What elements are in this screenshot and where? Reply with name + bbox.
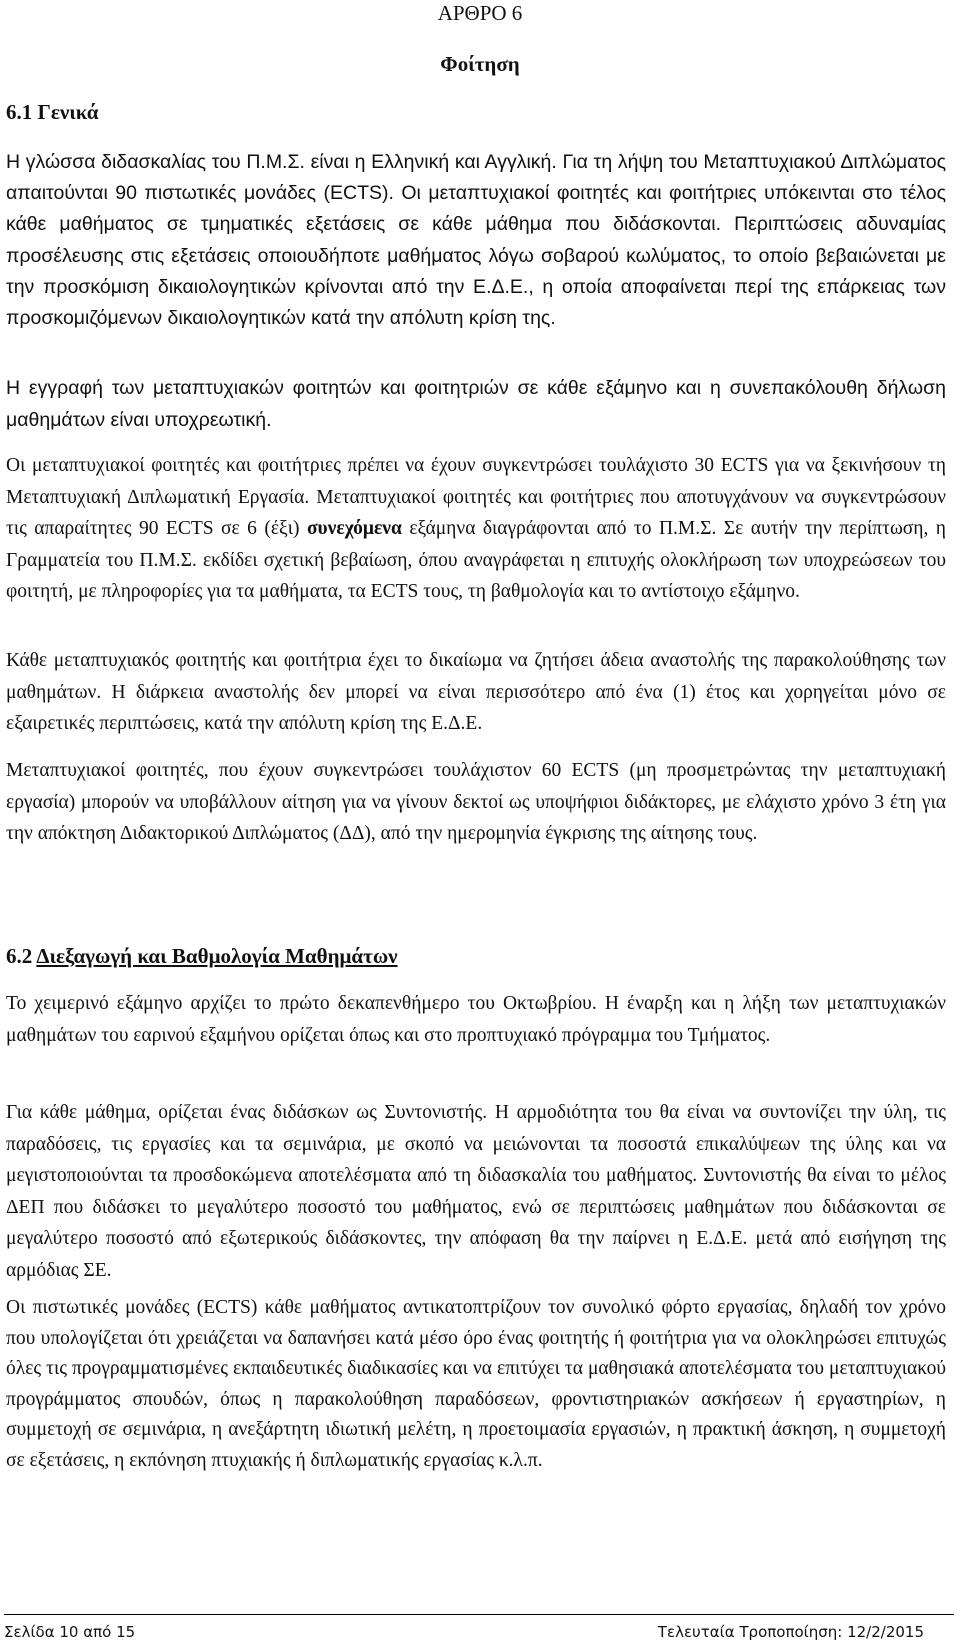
emphasis-consecutive: συνεχόμενα [306,518,402,539]
paragraph-coordinator: Για κάθε μάθημα, ορίζεται ένας διδάσκων ως Συντονιστής. Η αρμοδιότητα του θα είναι να συντονίζει την ύλη, τις παραδόσεις, τις εργασίες και τα σεμινάρια, με σκοπό να μειώνονται τα ποσοστά επικαλύψεων της ύλης και να μεγιστοποιούνται τα προσδοκώμενα αποτελέσματα από τη διδασκαλία του μαθήματος. Συντονιστής θα είναι το μέλος ΔΕΠ που διδάσκει το μεγαλύτερο ποσοστό του μαθήματος, ενώ σε περιπτώσεις μαθημάτων που διδάσκονται σε μεγαλύτερο ποσοστό από εξωτερικούς διδάσκοντες, την απόφαση θα την παίρνει η Ε.Δ.Ε. μετά από εισήγηση της αρμόδιας ΣΕ. [6,1102,946,1281]
paragraph-ects-thesis [6,450,946,608]
paragraph-semester-start: Το χειμερινό εξάμηνο αρχίζει το πρώτο δεκαπενθήμερο του Οκτωβρίου. Η έναρξη και η λήξη των μεταπτυχιακών μαθημάτων του εαρινού εξαμήνου ορίζεται όπως και στο προπτυχιακό πρόγραμμα του Τμήματος. [6,993,946,1046]
article-subtitle: Φοίτηση [440,52,520,76]
paragraph-registration: Η εγγραφή των μεταπτυχιακών φοιτητών και φοιτητριών σε κάθε εξάμηνο και η συνεπακόλουθη δήλωση μαθημάτων είναι υποχρεωτική. [6,377,946,431]
paragraph-language-exams: Η γλώσσα διδασκαλίας του Π.Μ.Σ. είναι η Ελληνική και Αγγλική. Για τη λήψη του Μεταπτυχιακού Διπλώματος απαιτούνται 90 πιστωτικές μονάδες (ECTS). Οι μεταπτυχιακοί φοιτητές και φοιτήτριες υπόκεινται στο τέλος κάθε μαθήματος σε τμηματικές εξετάσεις σε κάθε μάθημα που διδάσκονται. Περιπτώσεις αδυναμίας προσέλευσης στις εξετάσεις οποιουδήποτε μαθήματος λόγω σοβαρού κωλύματος, το οποίο βεβαιώνεται με την προσκόμιση δικαιολογητικών κρίνονται από την Ε.Δ.Ε., η οποία αποφαίνεται περί της επάρκειας των προσκομιζόμενων δικαιολογητικών κατά την απόλυτη κρίση της. [6,151,946,330]
footer-divider [4,1614,954,1615]
paragraph-ects-workload: Οι πιστωτικές μονάδες (ECTS) κάθε μαθήματος αντικατοπτρίζουν τον συνολικό φόρτο εργασίας, δηλαδή τον χρόνο που υπολογίζεται ότι χρειάζεται να δαπανήσει κατά μέσο όρο ένας φοιτητής ή φοιτήτρια για να ολοκληρώσει επιτυχώς όλες τις προγραμματισμένες εκπαιδευτικές διαδικασίες και να επιτύχει τα μαθησιακά αποτελέσματα του μεταπτυχιακού προγράμματος σπουδών, όπως η παρακολούθηση παραδόσεων, φροντιστηριακών ασκήσεων ή εργαστηρίων, η συμμετοχή σε σεμινάρια, η ανεξάρτητη ιδιωτική μελέτη, η προετοιμασία εργασιών, η πρακτική άσκηση, η συμμετοχή σε εξετάσεις, η εκπόνηση πτυχιακής ή διπλωματικής εργασίας κ.λ.π. [6,1297,946,1471]
section-title: Διεξαγωγή και Βαθμολογία Μαθημάτων [36,944,398,968]
section-number: 6.2 [6,944,33,968]
section-heading-general: 6.1 Γενικά [6,100,99,124]
paragraph-ects-thesis-part1: Οι μεταπτυχιακοί φοιτητές και φοιτήτριες πρέπει να έχουν συγκεντρώσει τουλάχιστο 30 ECTS για να ξεκινήσουν τη Μεταπτυχιακή Διπλωματική Εργασία. Μεταπτυχιακοί φοιτητές και φοιτήτριες που αποτυγχάνουν να συγκεντρώσουν τις απαραίτητες 90 ECTS σε 6 (έξι) [6,455,946,539]
paragraph-suspension: Κάθε μεταπτυχιακός φοιτητής και φοιτήτρια έχει το δικαίωμα να ζητήσει άδεια αναστολής της παρακολούθησης των μαθημάτων. Η διάρκεια αναστολής δεν μπορεί να είναι περισσότερο από ένα (1) έτος και χορηγείται μόνο σε εξαιρετικές περιπτώσεις, κατά την απόλυτη κρίση της Ε.Δ.Ε. [6,650,946,734]
article-heading: ΑΡΘΡΟ 6 [437,1,523,25]
footer-page-number: Σελίδα 10 από 15 [4,1623,136,1641]
paragraph-ects-thesis-part2: εξάμηνα διαγράφονται από το Π.Μ.Σ. Σε αυτήν την περίπτωση, η Γραμματεία του Π.Μ.Σ. εκδίδει σχετική βεβαίωση, όπου αναγράφεται η επιτυχής ολοκλήρωση των υποχρεώσεων του φοιτητή, με πληροφορίες για τα μαθήματα, τα ECTS τους, τη βαθμολογία και το αντίστοιχο εξάμηνο. [6,518,947,602]
section-heading-conduct-grading [6,942,398,970]
footer-last-modified: Τελευταία Τροποποίηση: 12/2/2015 [657,1623,924,1641]
paragraph-phd-candidacy: Μεταπτυχιακοί φοιτητές, που έχουν συγκεντρώσει τουλάχιστον 60 ECTS (μη προσμετρώντας την μεταπτυχιακή εργασία) μπορούν να υποβάλλουν αίτηση για να γίνουν δεκτοί ως υποψήφιοι διδάκτορες, με ελάχιστο χρόνο 3 έτη για την απόκτηση Διδακτορικού Διπλώματος (ΔΔ), από την ημερομηνία έγκρισης της αίτησης τους. [6,760,946,844]
